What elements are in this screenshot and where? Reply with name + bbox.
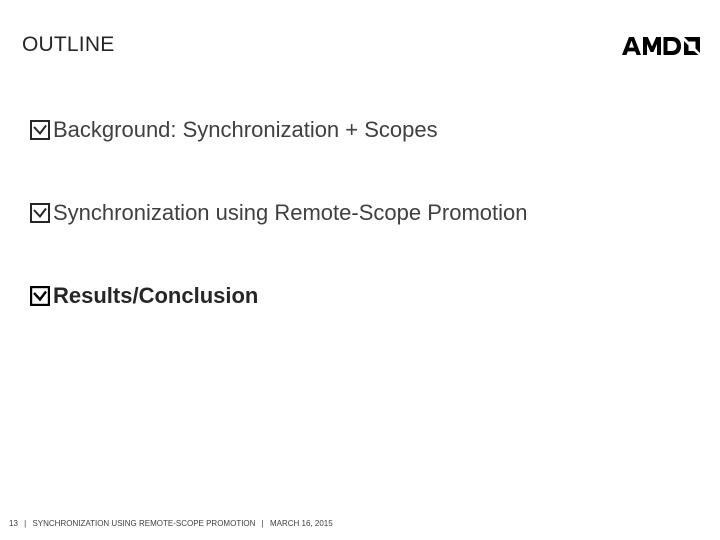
bullet-item-current [30,283,258,309]
presentation-title: SYNCHRONIZATION USING REMOTE-SCOPE PROMOTION [32,519,256,528]
bullet-item [30,117,438,143]
footer-separator: | [261,519,264,528]
checkbox-check-icon [30,203,50,223]
slide-title: OUTLINE [22,33,115,56]
footer-separator: | [24,519,27,528]
checkbox-check-icon [30,286,50,306]
bullet-text: Synchronization using Remote-Scope Promotion [53,200,528,225]
bullet-item [30,200,527,226]
page-number: 13 [9,519,18,528]
bullet-text: Background: Synchronization + Scopes [53,117,438,142]
bullet-text: Results/Conclusion [53,283,259,308]
amd-logo [622,35,702,57]
amd-logo-graphic [622,35,702,57]
slide-footer [9,519,337,528]
presentation-date: MARCH 16, 2015 [269,519,333,528]
checkbox-check-icon [30,120,50,140]
